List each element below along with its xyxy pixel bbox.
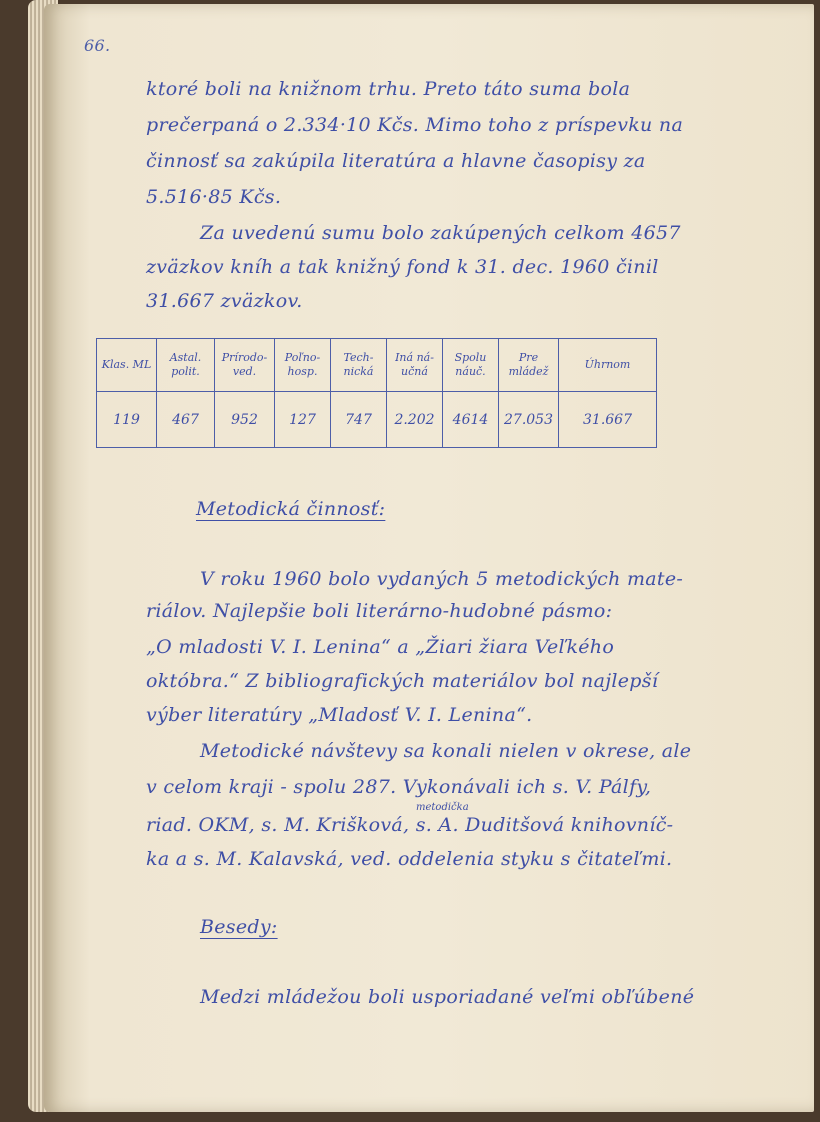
book-stock-table bbox=[96, 338, 657, 448]
paragraph-line: riad. OKM, s. M. Krišková, s. A. Duditšová knihovníč- bbox=[146, 814, 674, 836]
paragraph-line: výber literatúry „Mladosť V. I. Lenina“. bbox=[146, 704, 533, 726]
table-value-row bbox=[97, 392, 657, 448]
paragraph-line: riálov. Najlepšie boli literárno-hudobné pásmo: bbox=[146, 600, 613, 622]
table-header-cell: Úhrnom bbox=[559, 339, 657, 392]
table-header-row bbox=[97, 339, 657, 392]
table-header-cell: Prírodo-ved. bbox=[215, 339, 275, 392]
table-header-cell: Astal. polit. bbox=[157, 339, 215, 392]
table-header-cell: Klas. ML bbox=[97, 339, 157, 392]
section-heading: Besedy: bbox=[200, 916, 278, 938]
paragraph-line: zväzkov kníh a tak knižný fond k 31. dec. 1960 činil bbox=[146, 256, 659, 278]
paragraph-line: ka a s. M. Kalavská, ved. oddelenia styku s čitateľmi. bbox=[146, 848, 673, 870]
table-cell: 2.202 bbox=[387, 392, 443, 448]
paragraph-line: činnosť sa zakúpila literatúra a hlavne časopisy za bbox=[146, 150, 646, 172]
table-cell: 747 bbox=[331, 392, 387, 448]
table-header-cell: Pre mládež bbox=[499, 339, 559, 392]
page-number: 66. bbox=[84, 36, 111, 55]
paragraph-line: V roku 1960 bolo vydaných 5 metodických mate- bbox=[200, 568, 684, 590]
table-cell: 31.667 bbox=[559, 392, 657, 448]
paragraph-line: prečerpaná o 2.334·10 Kčs. Mimo toho z príspevku na bbox=[146, 114, 684, 136]
paragraph-line: októbra.“ Z bibliografických materiálov bol najlepší bbox=[146, 670, 659, 692]
paragraph-line: 31.667 zväzkov. bbox=[146, 290, 303, 312]
paragraph-line: Metodické návštevy sa konali nielen v okrese, ale bbox=[200, 740, 692, 762]
table-header-cell: Spolu náuč. bbox=[443, 339, 499, 392]
table-header-cell: Tech-nická bbox=[331, 339, 387, 392]
table-header-cell: Poľno-hosp. bbox=[275, 339, 331, 392]
table-cell: 27.053 bbox=[499, 392, 559, 448]
paragraph-line: 5.516·85 Kčs. bbox=[146, 186, 282, 208]
interlinear-insertion: metodička bbox=[416, 802, 469, 813]
paragraph-line: ktoré boli na knižnom trhu. Preto táto suma bola bbox=[146, 78, 631, 100]
table-cell: 952 bbox=[215, 392, 275, 448]
section-heading: Metodická činnosť: bbox=[196, 498, 386, 520]
table-cell: 467 bbox=[157, 392, 215, 448]
table-cell: 119 bbox=[97, 392, 157, 448]
table-header-cell: Iná ná-učná bbox=[387, 339, 443, 392]
table-cell: 4614 bbox=[443, 392, 499, 448]
paragraph-line: v celom kraji - spolu 287. Vykonávali ich s. V. Pálfy, bbox=[146, 776, 652, 798]
paragraph-line: Za uvedenú sumu bolo zakúpených celkom 4657 bbox=[200, 222, 681, 244]
paragraph-line: Medzi mládežou boli usporiadané veľmi obľúbené bbox=[200, 986, 695, 1008]
paragraph-line: „O mladosti V. I. Lenina“ a „Žiari žiara Veľkého bbox=[146, 636, 615, 658]
table-cell: 127 bbox=[275, 392, 331, 448]
